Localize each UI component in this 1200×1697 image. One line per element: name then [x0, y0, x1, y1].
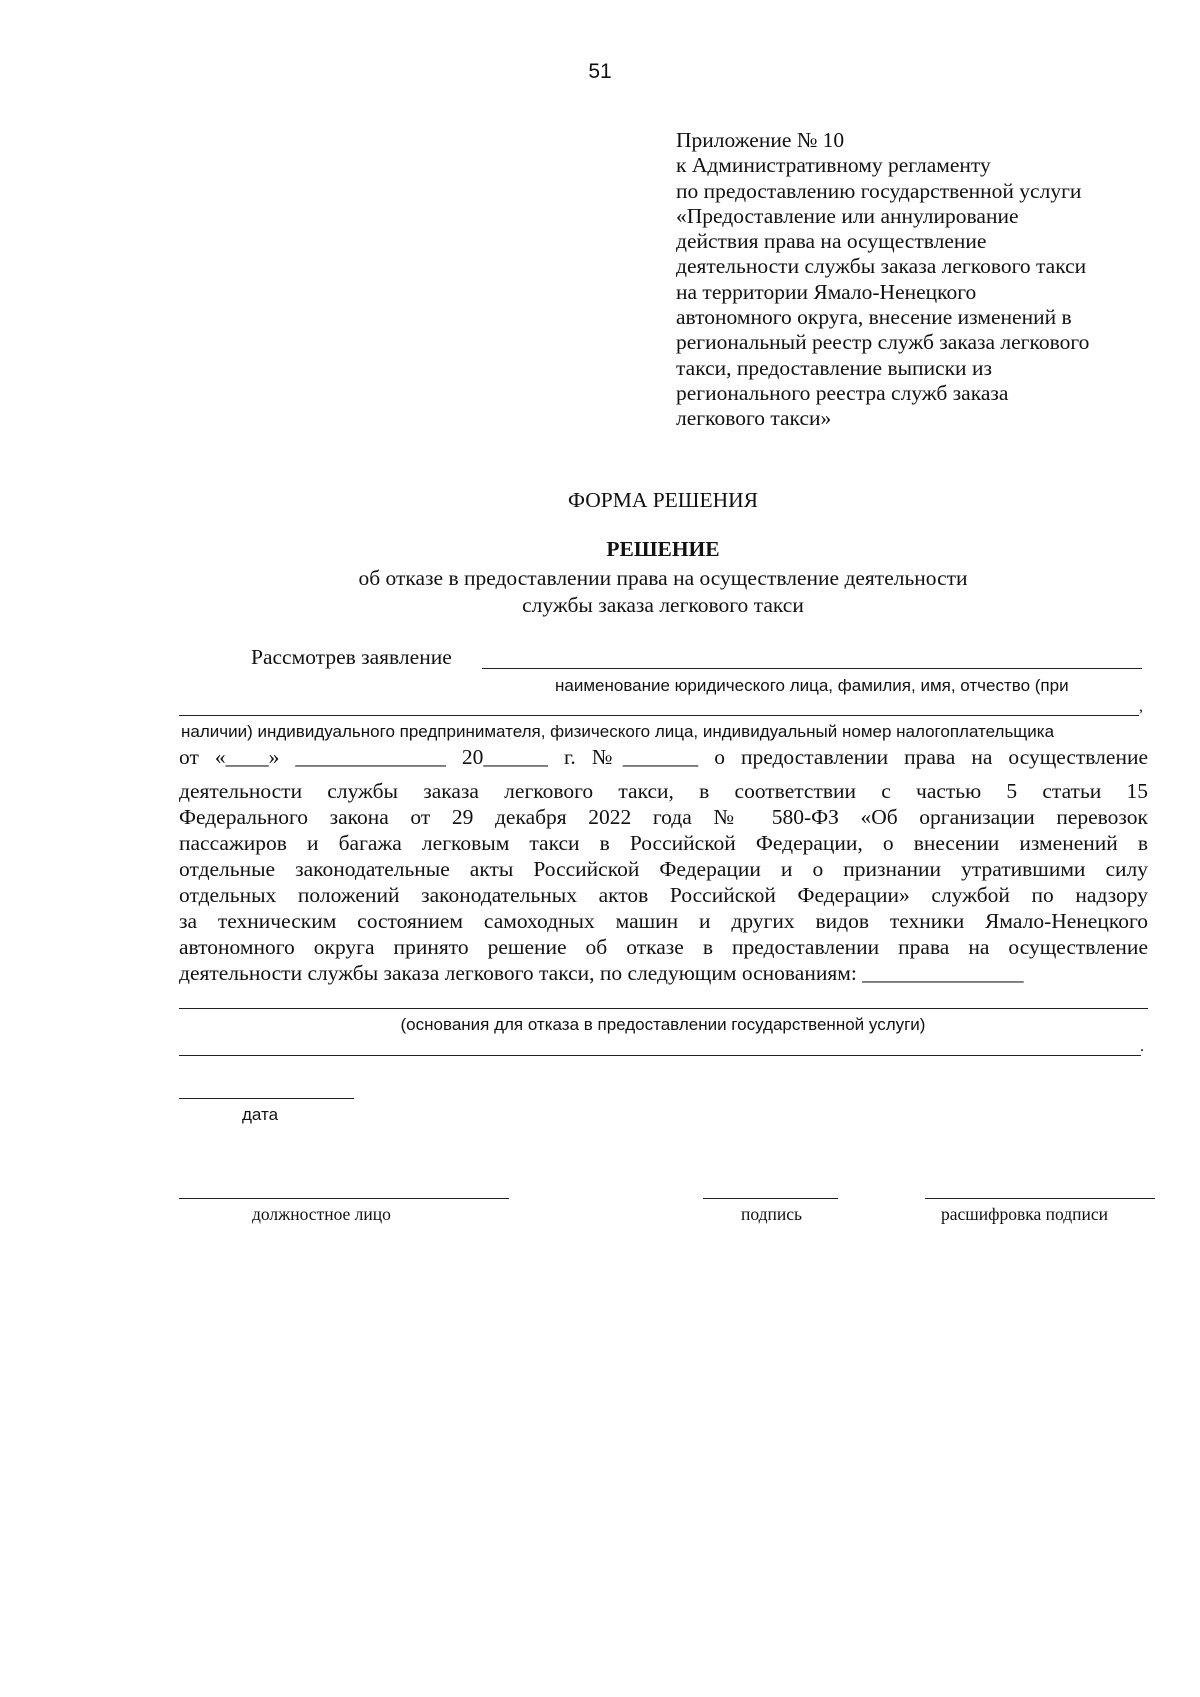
applicant-name-field[interactable]	[482, 668, 1142, 669]
appendix-line: по предоставлению государственной услуги	[676, 178, 1082, 203]
body-line: деятельности службы заказа легкового такси, в соответствии с частью 5 статьи 15	[179, 779, 1148, 803]
appendix-line: «Предоставление или аннулирование	[676, 203, 1019, 228]
appendix-line: действия права на осуществление	[676, 229, 987, 254]
appendix-line: региональный реестр служб заказа легкового	[676, 330, 1090, 355]
official-field[interactable]	[179, 1198, 509, 1199]
grounds-field-continued[interactable]	[179, 1055, 1141, 1056]
applicant-name-field-continued[interactable]	[179, 715, 1139, 716]
signature-decoding-caption: расшифровка подписи	[941, 1204, 1108, 1224]
comma-mark: ,	[1139, 698, 1143, 715]
date-caption: дата	[242, 1105, 279, 1124]
appendix-line: на территории Ямало-Ненецкого	[676, 279, 977, 304]
date-field[interactable]	[179, 1098, 354, 1099]
appendix-line: регионального реестра служб заказа	[676, 380, 1009, 405]
body-line: Федерального закона от 29 декабря 2022 года № 580-ФЗ «Об организации перевозок	[179, 805, 1148, 829]
signature-caption: подпись	[741, 1204, 802, 1224]
considered-label: Рассмотрев заявление	[251, 645, 452, 669]
appendix-line: легкового такси»	[676, 406, 832, 431]
decision-subtitle-line: об отказе в предоставлении права на осуществление деятельности	[358, 566, 968, 590]
decision-subtitle	[0, 565, 1200, 619]
decision-title: РЕШЕНИЕ	[606, 537, 720, 561]
body-line: автономного округа принято решение об отказе в предоставлении права на осуществление	[179, 935, 1148, 959]
body-line: за техническим состоянием самоходных машин и других видов техники Ямало-Ненецкого	[179, 909, 1148, 933]
applicant-caption-1: наименование юридического лица, фамилия, имя, отчество (при	[555, 676, 1069, 695]
signature-field[interactable]	[703, 1198, 838, 1199]
appendix-line: автономного округа, внесение изменений в	[676, 305, 1072, 330]
grounds-field[interactable]	[179, 1008, 1148, 1009]
appendix-line: такси, предоставление выписки из	[676, 355, 992, 380]
official-caption: должностное лицо	[252, 1204, 391, 1224]
page-number: 51	[588, 60, 612, 83]
appendix-line: деятельности службы заказа легкового такси	[676, 254, 1087, 279]
body-line: отдельные законодательные акты Российской Федерации и о признании утратившими силу	[179, 857, 1148, 881]
body-line: деятельности службы заказа легкового такси, по следующим основаниям: _______________	[179, 961, 1024, 985]
signature-decoding-field[interactable]	[925, 1198, 1155, 1199]
appendix-line: к Административному регламенту	[676, 153, 991, 178]
period-mark: .	[1140, 1038, 1144, 1055]
decision-subtitle-line: службы заказа легкового такси	[522, 593, 804, 617]
form-label: ФОРМА РЕШЕНИЯ	[567, 488, 759, 512]
appendix-line: Приложение № 10	[676, 128, 845, 152]
body-line: отдельных положений законодательных актов Российской Федерации» службой по надзору	[179, 883, 1148, 907]
grounds-caption: (основания для отказа в предоставлении государственной услуги)	[400, 1015, 926, 1034]
applicant-caption-2: наличии) индивидуального предпринимателя, физического лица, индивидуальный номер налогоплательщика	[181, 722, 1055, 741]
appendix-header	[676, 128, 1196, 432]
body-line: от «____» ______________ 20______ г. №_______ о предоставлении права на осуществление	[179, 745, 1148, 769]
body-line: пассажиров и багажа легковым такси в Российской Федерации, о внесении изменений в	[179, 831, 1148, 855]
